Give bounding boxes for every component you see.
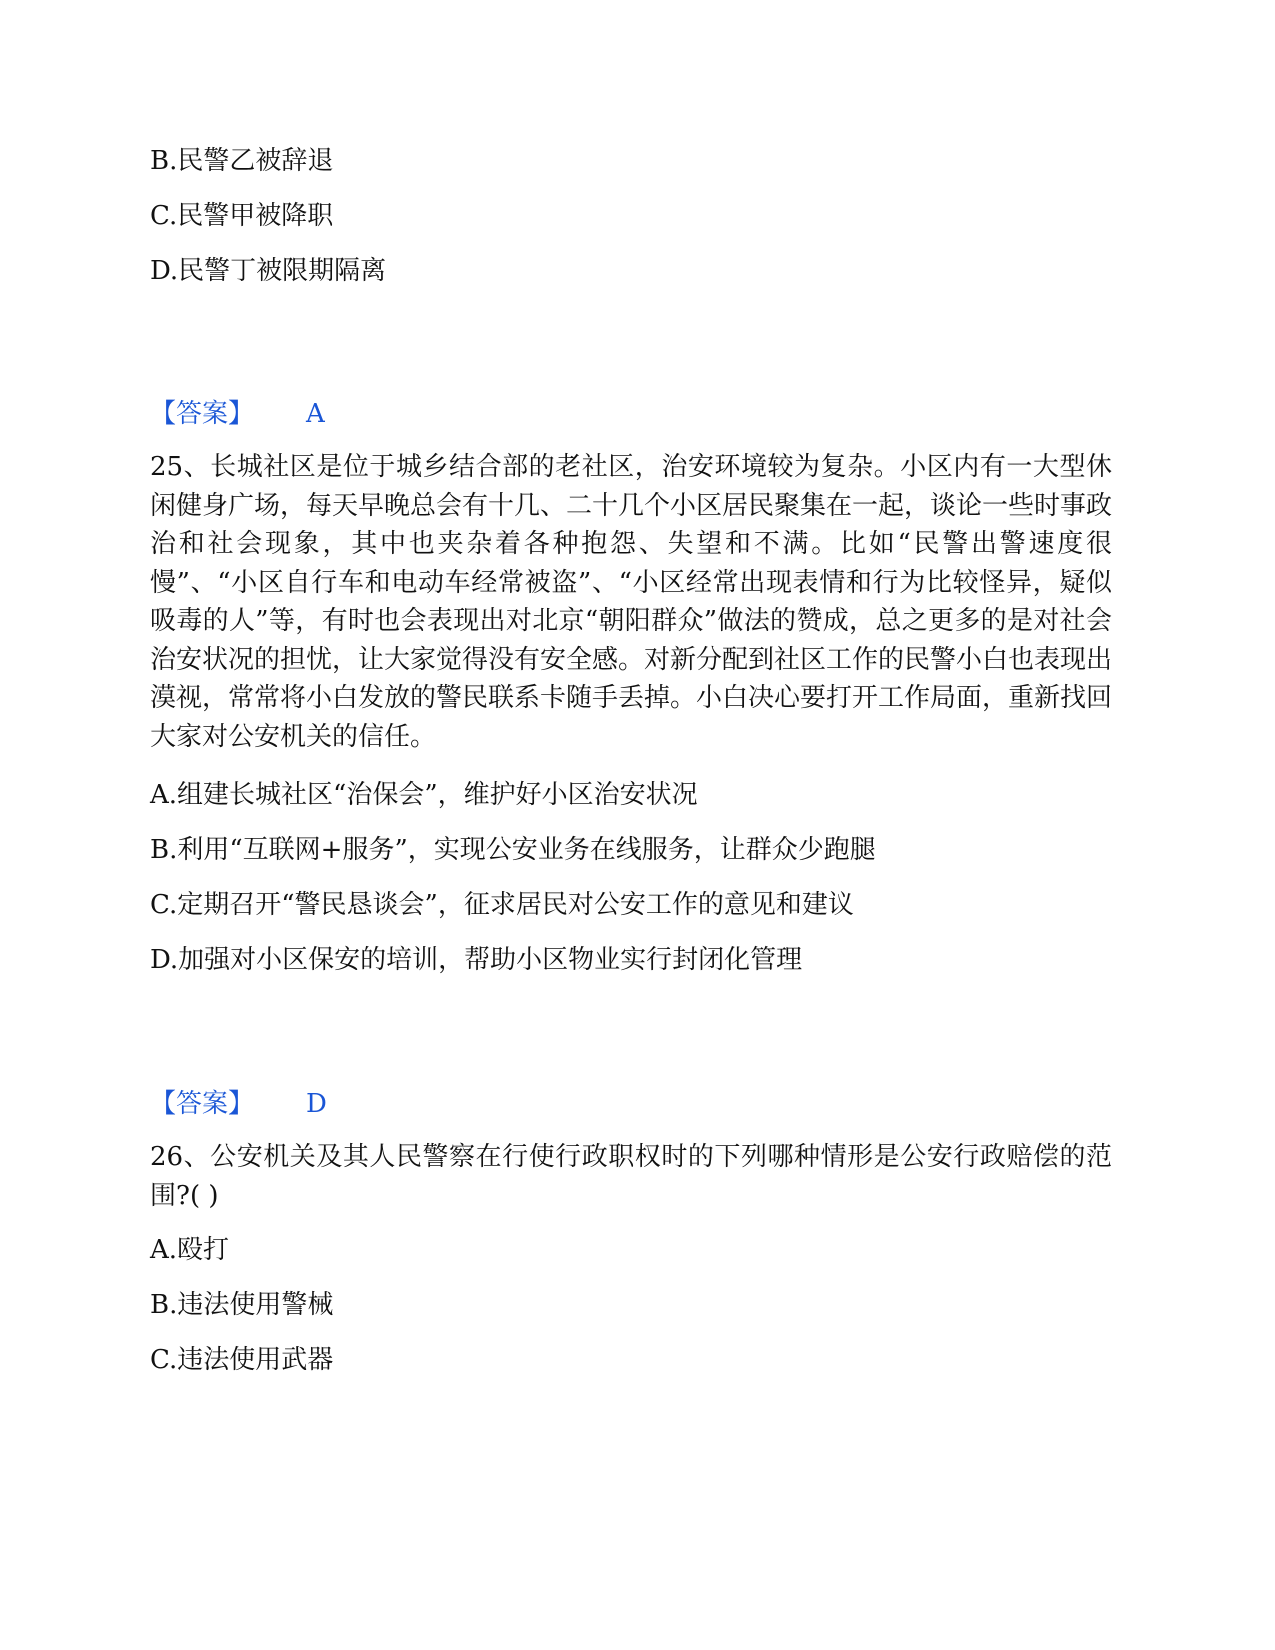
q26-stem: 26、公安机关及其人民警察在行使行政职权时的下列哪种情形是公安行政赔偿的范围?( ) [150,1142,1112,1211]
answer-label: 【答案】 [150,399,255,429]
q25-option-c: C.定期召开“警民恳谈会”，征求居民对公安工作的意见和建议 [150,890,854,920]
q25-stem: 25、长城社区是位于城乡结合部的老社区，治安环境较为复杂。小区内有一大型休闲健身广场，每天早晚总会有十几、二十几个小区居民聚集在一起，谈论一些时事政治和社会现象，其中也夹杂着各种抱怨、失望和不满。比如“民警出警速度很慢”、“小区自行车和电动车经常被盗”、“小区经常出现表情和行为比较怪异，疑似吸毒的人”等，有时也会表现出对北京“朝阳群众”做法的赞成，总之更多的是对社会治安状况的担忧，让大家觉得没有安全感。对新分配到社区工作的民警小白也表现出漠视，常常将小白发放的警民联系卡随手丢掉。小白决心要打开工作局面，重新找回大家对公安机关的信任。 [150,452,1113,752]
q24-option-c: C.民警甲被降职 [150,201,334,231]
q26-option-c: C.违法使用武器 [150,1345,334,1375]
answer-label: 【答案】 [150,1089,255,1119]
q25-option-a: A.组建长城社区“治保会”，维护好小区治安状况 [150,780,698,810]
q24-option-d: D.民警丁被限期隔离 [150,256,387,286]
q25-option-b: B.利用“互联网+服务”，实现公安业务在线服务，让群众少跑腿 [150,835,876,865]
answer-value: D [306,1089,327,1119]
q24-answer [150,395,1130,433]
q26-option-b: B.违法使用警械 [150,1290,334,1320]
q26-option-a: A.殴打 [150,1235,230,1265]
q25-option-d: D.加强对小区保安的培训，帮助小区物业实行封闭化管理 [150,945,803,975]
q25-answer [150,1085,1130,1123]
answer-value: A [306,399,325,429]
q24-option-b: B.民警乙被辞退 [150,146,334,176]
